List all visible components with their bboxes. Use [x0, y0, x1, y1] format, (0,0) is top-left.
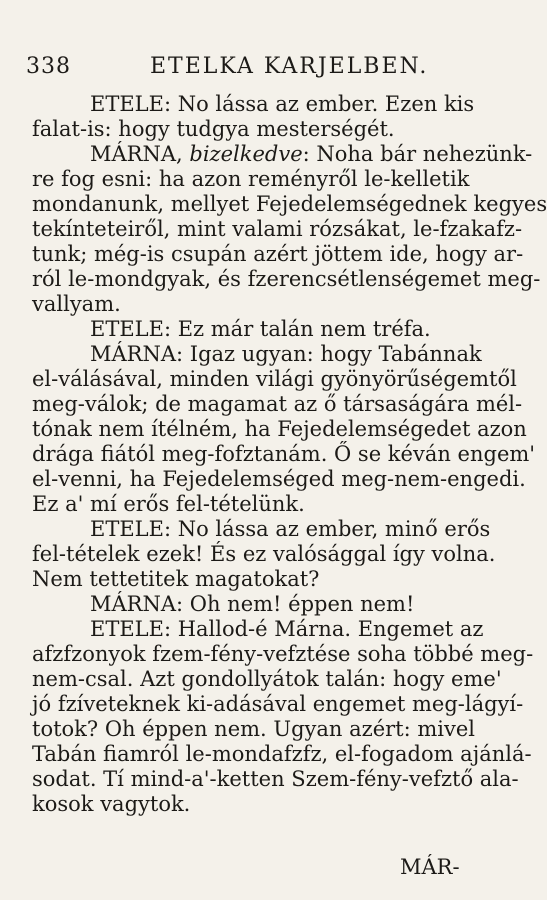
text-line: jó fzíveteknek ki-adásával engemet meg-lágyí- — [32, 692, 524, 716]
page-number: 338 — [26, 54, 71, 79]
text-line: ról le-mondgyak, és fzerencsétlenségemet meg- — [32, 267, 541, 291]
running-head: ETELKA KARJELBEN. — [150, 54, 429, 79]
body-text — [32, 92, 547, 817]
stage-direction: bizelkedve — [189, 142, 303, 166]
text-line: Nem tettetitek magatokat? — [32, 567, 320, 591]
text-line: ETELE: Ez már talán nem tréfa. — [90, 317, 431, 341]
text-line: Tabán fiamról le-mondafzfz, el-fogadom ajánlá- — [32, 742, 532, 766]
text-line: nem-csal. Azt gondollyátok talán: hogy eme' — [32, 667, 502, 691]
page-header — [26, 54, 496, 84]
text-line: Ez a' mí erős fel-tételünk. — [32, 492, 305, 516]
text-line: sodat. Tí mind-a'-ketten Szem-fény-vefztő ala- — [32, 767, 519, 791]
text-line: el-venni, ha Fejedelemséged meg-nem-engedi. — [32, 467, 526, 491]
catchword: MÁR- — [400, 855, 460, 879]
text-line: ETELE: Hallod-é Márna. Engemet az — [90, 617, 484, 641]
text-line: MÁRNA: Oh nem! éppen nem! — [90, 592, 415, 616]
text-line: totok? Oh éppen nem. Ugyan azért: mivel — [32, 717, 475, 741]
text-line: tekínteteiről, mint valami rózsákat, le-fzakafz- — [32, 217, 523, 241]
text-line: tunk; még-is csupán azért jöttem ide, hogy ar- — [32, 242, 524, 266]
text-line: afzfzonyok fzem-fény-vefztése soha többé meg- — [32, 642, 534, 666]
text-line: vallyam. — [32, 292, 121, 316]
text-line: mondanunk, mellyet Fejedelemségednek kegyes — [32, 192, 547, 216]
text-line: tónak nem ítélném, ha Fejedelemségedet azon — [32, 417, 527, 441]
text-fragment: : Noha bár nehezünk- — [302, 142, 533, 166]
text-line: re fog esni: ha azon reményről le-kelletik — [32, 167, 470, 191]
text-line: falat-is: hogy tudgya mesterségét. — [32, 117, 395, 141]
speaker-name: MÁRNA, — [90, 142, 190, 166]
text-line: meg-válok; de magamat az ő társaságára mél- — [32, 392, 523, 416]
text-line: ETELE: No lássa az ember. Ezen kis — [90, 92, 475, 116]
text-line: ETELE: No lássa az ember, minő erős — [90, 517, 491, 541]
text-line: drága fiától meg-fofztanám. Ő se kéván engem' — [32, 442, 536, 466]
text-line: kosok vagytok. — [32, 792, 191, 816]
text-line: fel-tételek ezek! És ez valósággal így volna. — [32, 542, 496, 566]
text-line-with-stage-direction — [32, 142, 533, 167]
text-line: MÁRNA: Igaz ugyan: hogy Tabánnak — [90, 342, 482, 366]
text-line: el-válásával, minden világi gyönyörűségemtől — [32, 367, 517, 391]
